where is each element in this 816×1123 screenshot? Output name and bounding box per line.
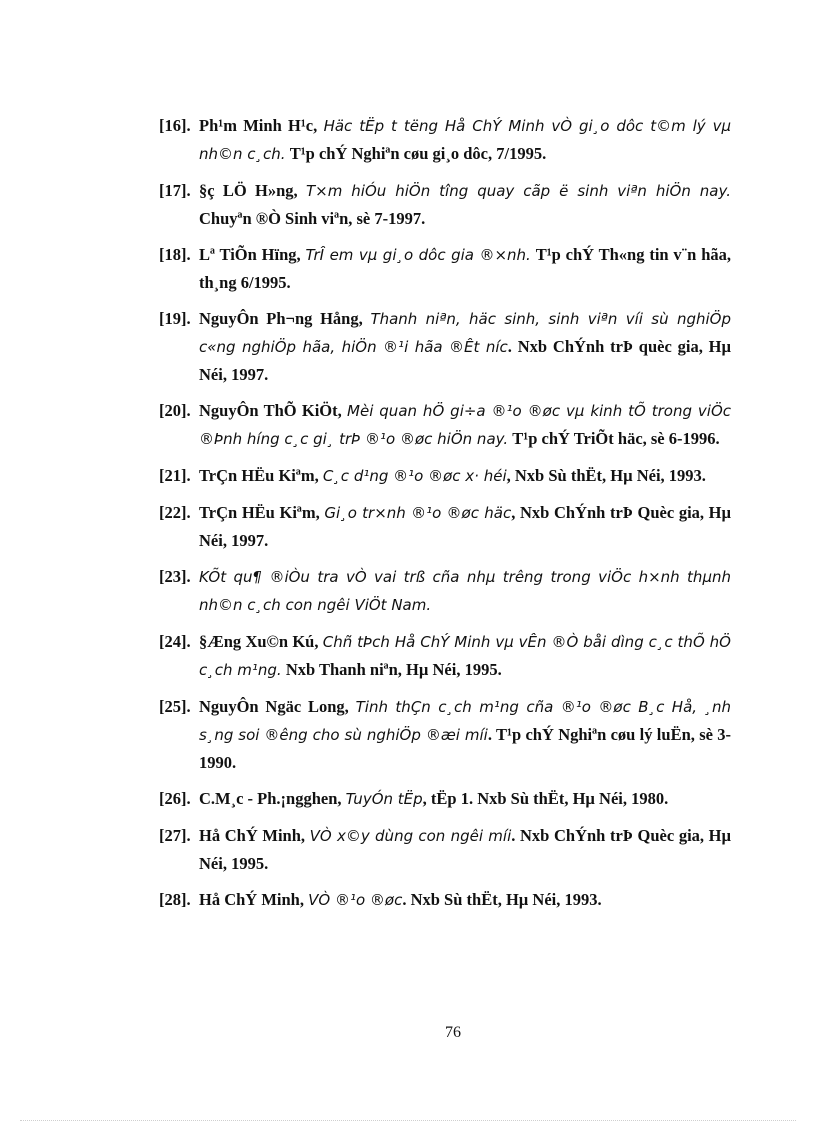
reference-title: C¸c d¹ng ®¹o ®øc x· héi	[322, 467, 507, 485]
reference-title: T×m hiÓu hiÖn tîng quay cãp ë sinh viªn hiÖn nay.	[305, 182, 731, 200]
reference-number: [23].	[159, 567, 191, 586]
reference-author: TrÇn HËu Kiªm,	[199, 503, 320, 522]
reference-title: TuyÓn tËp	[345, 790, 423, 808]
reference-publication: T¹p chÝ TriÕt häc, sè 6-1996.	[512, 429, 720, 448]
reference-text	[199, 241, 731, 296]
reference-text	[199, 628, 731, 684]
reference-item	[159, 305, 731, 388]
reference-item	[159, 693, 731, 776]
reference-item	[159, 112, 731, 168]
reference-title: VÒ ®¹o ®øc	[308, 891, 403, 909]
reference-publication: Nxb Thanh niªn, Hµ Néi, 1995.	[285, 660, 502, 679]
reference-author: TrÇn HËu Kiªm,	[199, 466, 319, 485]
reference-number: [20].	[159, 401, 191, 420]
reference-author: NguyÔn Ngäc Long,	[199, 697, 349, 716]
reference-publication: . Nxb ChÝnh trÞ Quèc gia, Hµ Néi, 1995.	[199, 826, 732, 873]
reference-author: §ç LÖ H»ng,	[199, 181, 298, 200]
reference-item	[159, 177, 731, 232]
reference-item	[159, 397, 731, 453]
reference-publication: , Nxb ChÝnh trÞ Quèc gia, Hµ Néi, 1997.	[199, 503, 732, 550]
reference-text	[199, 177, 731, 232]
reference-author: Ph¹m Minh H¹c,	[199, 116, 318, 135]
reference-text	[199, 886, 731, 914]
reference-title: KÕt qu¶ ®iÒu tra vÒ vai trß cña nhµ trêng trong viÖc h×nh thµnh nh©n c¸ch con ngêi ViÖt Nam.	[199, 568, 731, 614]
reference-number: [24].	[159, 632, 191, 651]
reference-text	[199, 397, 731, 453]
reference-author: NguyÔn Ph¬ng Hång,	[199, 309, 363, 328]
reference-item	[159, 241, 731, 296]
reference-number: [25].	[159, 697, 191, 716]
reference-author: Lª TiÕn Hïng,	[199, 245, 301, 264]
reference-item	[159, 628, 731, 684]
reference-publication: . Nxb Sù thËt, Hµ Néi, 1993.	[402, 890, 602, 909]
reference-author: Hå ChÝ Minh,	[199, 826, 306, 845]
reference-text	[199, 785, 731, 813]
reference-title: Gi¸o tr×nh ®¹o ®øc häc	[324, 504, 512, 522]
reference-number: [28].	[159, 890, 191, 909]
reference-number: [21].	[159, 466, 191, 485]
reference-publication: T¹p chÝ Nghiªn cøu gi¸o dôc, 7/1995.	[289, 144, 547, 163]
reference-publication: T¹p chÝ Th«ng tin v¨n hãa, th¸ng 6/1995.	[199, 245, 732, 292]
reference-publication: . Nxb ChÝnh trÞ quèc gia, Hµ Néi, 1997.	[199, 337, 731, 384]
reference-text	[199, 563, 731, 619]
reference-item	[159, 822, 731, 877]
reference-title: TrÎ em vµ gi¸o dôc gia ®×nh.	[305, 246, 531, 264]
reference-item	[159, 462, 731, 490]
reference-text	[199, 305, 731, 388]
reference-list	[159, 112, 731, 923]
reference-number: [17].	[159, 181, 191, 200]
reference-text	[199, 693, 731, 776]
reference-text	[199, 822, 731, 877]
reference-text	[199, 462, 731, 490]
reference-author: §Æng Xu©n Kú,	[199, 632, 319, 651]
reference-publication: , Nxb Sù thËt, Hµ Néi, 1993.	[506, 466, 706, 485]
reference-publication: Chuyªn ®Ò Sinh viªn, sè 7-1997.	[199, 209, 426, 228]
reference-item	[159, 499, 731, 554]
reference-author: Hå ChÝ Minh,	[199, 890, 304, 909]
reference-title: Mèi quan hÖ gi÷a ®¹o ®øc vµ kinh tÕ trong viÖc ®Þnh híng c¸c gi¸ trÞ ®¹o ®øc hiÖn nay.	[199, 402, 731, 448]
reference-publication: , tËp 1. Nxb Sù thËt, Hµ Néi, 1980.	[422, 789, 669, 808]
reference-title: VÒ x©y dùng con ngêi míi	[309, 827, 512, 845]
reference-text	[199, 499, 731, 554]
reference-title: Thanh niªn, häc sinh, sinh viªn víi sù nghiÖp c«ng nghiÖp hãa, hiÖn ®¹i hãa ®Êt níc	[199, 310, 731, 356]
reference-number: [22].	[159, 503, 191, 522]
reference-publication: . T¹p chÝ Nghiªn cøu lý luËn, sè 3-1990.	[199, 725, 732, 772]
reference-number: [26].	[159, 789, 191, 808]
reference-number: [18].	[159, 245, 191, 264]
reference-number: [27].	[159, 826, 191, 845]
reference-item	[159, 785, 731, 813]
reference-author: C.M¸c - Ph.¡ngghen,	[199, 789, 342, 808]
reference-number: [16].	[159, 116, 191, 135]
reference-title: Häc tËp t tëng Hå ChÝ Minh vÒ gi¸o dôc t©m lý vµ nh©n c¸ch.	[199, 117, 732, 163]
bottom-divider	[20, 1120, 796, 1121]
reference-author: NguyÔn ThÕ KiÖt,	[199, 401, 342, 420]
reference-title: Chñ tÞch Hå ChÝ Minh vµ vÊn ®Ò båi dìng c¸c thÕ hÖ c¸ch m¹ng.	[199, 633, 731, 679]
reference-text	[199, 112, 731, 168]
reference-item	[159, 886, 731, 914]
reference-number: [19].	[159, 309, 191, 328]
reference-title: Tinh thÇn c¸ch m¹ng cña ®¹o ®øc B¸c Hå, ¸nh s¸ng soi ®êng cho sù nghiÖp ®æi míi	[199, 698, 732, 744]
page-number: 76	[445, 1024, 461, 1041]
reference-item	[159, 563, 731, 619]
